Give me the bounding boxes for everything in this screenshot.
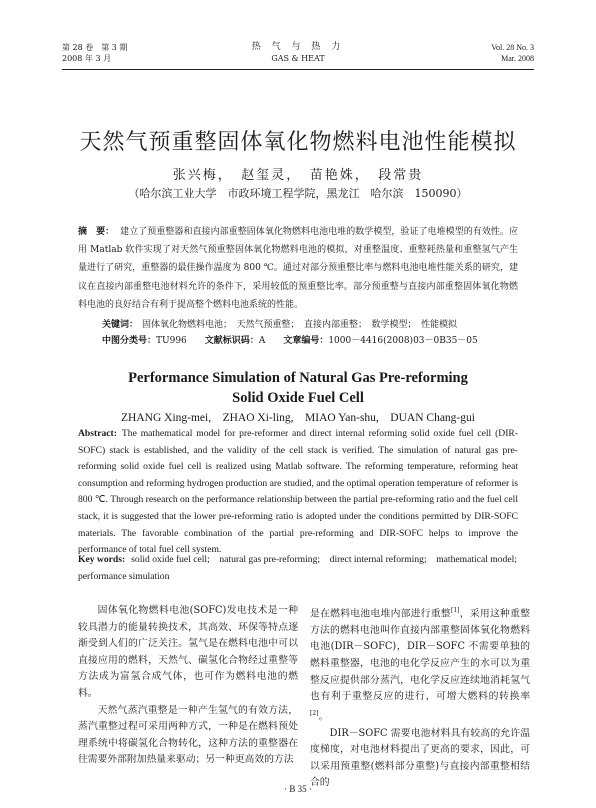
journal-name-cn: 热 气 与 热 力 [251,42,345,52]
journal-volume-info-en [491,42,534,64]
keywords-cn-label: 关键词： [102,320,139,330]
abstract-cn-label: 摘 要： [78,227,115,237]
citation-ref[interactable]: [2] [310,709,319,717]
authors-cn: 张兴梅， 赵玺灵， 苗艳姝， 段常贵 [172,168,424,183]
abstract-cn-text: 建立了预重整器和直接内部重整固体氧化物燃料电池电堆的数学模型，验证了电堆模型的有效性。应用 Matlab 软件实现了对天然气预重整固体氧化物燃料电池的模拟，对重整温度、重整耗热量和重整氢气产生量进行了研究，重整器的最佳操作温度为 800 ℃。通过对部分预重整比率与燃料电池电堆性能关系的研究，建议在直接内部重整电池材料允许的条件下，采用较低的预重整比率。部分预重整与直接内部重整固体氧化物燃料电池的良好结合有利于提高整个燃料电池系统的性能。 [78,227,518,310]
article-number-label: 文章编号： [283,336,329,346]
citation-ref[interactable]: [1] [451,607,460,614]
abstract-en-text: The mathematical model for pre-reformer and direct internal reforming solid oxide fuel cell (DIR-SOFC) stack is established, and the validity of the cell stack is verified. The simulation of natural gas pre-reforming solid oxide fuel cell is realized using Matlab software. The reforming temperature, reforming heat consumption and reforming hydrogen production are studied, and the optimal operation temperature of reformer is 800 ℃. Through research on the performance relationship between the partial pre-reforming ratio and the fuel cell stack, it is suggested that the lower pre-reforming ratio is adopted under the conditions permitted by DIR-SOFC materials. The favorable combination of the partial pre-reforming and DIR-SOFC helps to improve the performance of total fuel cell system. [78,428,518,556]
issue-date-en: Mar. 2008 [501,54,534,63]
paper-title-cn: 天然气预重整固体氧化物燃料电池性能模拟 [79,130,517,155]
keywords-cn-text: 固体氧化物燃料电池； 天然气预重整； 直接内部重整； 数学模型； 性能模拟 [142,320,458,330]
body-paragraph: DIR－SOFC 需要电池材料具有较高的允许温度梯度，对电池材料提出了更高的要求，因此，可以采用预重整(燃料部分重整)与直接内部重整相结合的 [310,727,530,789]
journal-name [62,42,534,64]
doc-code-value: A [258,336,266,346]
keywords-en-label: Key words: [78,554,126,565]
body-text: 。 [318,711,329,723]
abstract-en-label: Abstract: [78,428,117,439]
body-paragraph: 天然气蒸汽重整是一种产生氢气的有效方法，蒸汽重整过程可采用两种方式，一种是在燃料预处理系统中将碳氢化合物转化，这种方法的重整器在往需要外部附加热量来驱动；另一种更高效的方法 [78,704,298,766]
article-number-value: 1000－4416(2008)03－0B35－05 [328,336,478,346]
header-rule [62,69,534,70]
journal-name-en: GAS & HEAT [271,54,325,63]
keywords-en [78,552,527,585]
page-number: · B 35 · [284,784,312,794]
keywords-en-text: solid oxide fuel cell; natural gas pre-reforming; direct internal reforming; mathematical model; performance simulation [78,554,527,582]
body-text: 是在燃料电池电堆内部进行重整 [310,608,451,620]
abstract-cn [78,223,518,314]
keywords-cn [102,317,518,333]
body-text: ，采用这种重整方法的燃料电池叫作直接内部重整固体氧化物燃料电池(DIR－SOFC)，DIR－SOFC 不需要单独的燃料重整器，电池的电化学反应产生的水可以为重整反应提供部分蒸汽，电化学反应连续地消耗氢气也有利于重整反应的进行，可增大燃料的转换率 [310,608,530,703]
body-column-right [310,603,530,792]
paper-title-en-line2: Solid Oxide Fuel Cell [232,390,364,406]
abstract-en [78,426,518,559]
body-paragraph: 固体氧化物燃料电池(SOFC)发电技术是一种较具潜力的能量转换技术，其高效、环保等特点逐渐受到人们的广泛关注。氢气是在燃料电池中可以直接应用的燃料，天然气、碳氢化合物经过重整等方法成为富氢合成气体，也可作为燃料电池的燃料。 [78,605,298,699]
running-header [62,42,534,70]
volume-issue-en: Vol. 28 No. 3 [491,43,534,52]
affiliation-cn: （哈尔滨工业大学 市政环境工程学院，黑龙江 哈尔滨 150090） [128,187,468,200]
doc-code-label: 文献标识码： [204,336,259,346]
clc-label: 中图分类号： [102,336,157,346]
paper-title-en-line1: Performance Simulation of Natural Gas Pre-reforming [128,370,468,386]
paper-title-en [0,368,596,408]
volume-issue: 第 28 卷 第 3 期 [62,43,128,52]
issue-date-cn: 2008 年 3 月 [62,54,112,63]
body-paragraph [310,603,530,726]
authors-en: ZHANG Xing-mei, ZHAO Xi-ling, MIAO Yan-shu, DUAN Chang-gui [121,412,475,424]
classification-cn [102,333,518,349]
body-column-left [78,603,298,769]
clc-value: TU996 [156,336,187,346]
